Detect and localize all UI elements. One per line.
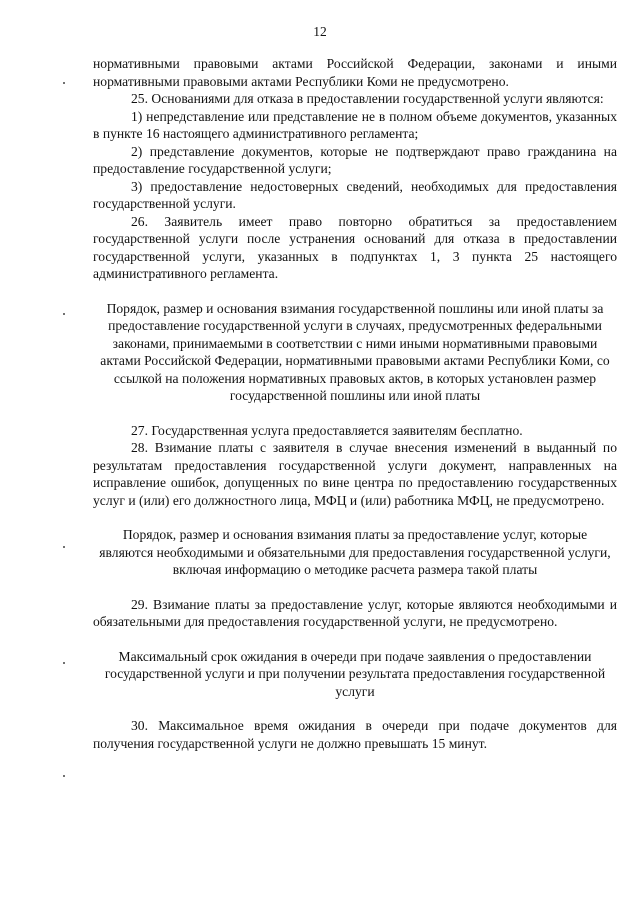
scan-artifact-dot — [63, 546, 65, 548]
paragraph-29: 29. Взимание платы за предоставление услуг, которые являются необходимыми и обязательными для предоставления государственной услуги, не предусмотрено. — [93, 596, 617, 629]
scan-artifact-dot — [63, 313, 65, 315]
paragraph-26: 26. Заявитель имеет право повторно обратиться за предоставлением государственной услуги после устранения оснований для отказа в предоставлении государственной услуги, указанных в подпунктах 1, 3 пункта 25 настоящего административного регламента. — [93, 213, 617, 281]
section-heading-queue-time: Максимальный срок ожидания в очереди при подаче заявления о предоставлении государственной услуги и при получении результата предоставления государственной услуги — [104, 648, 606, 699]
paragraph-30: 30. Максимальное время ожидания в очереди при подаче документов для получения государственной услуги не должно превышать 15 минут. — [93, 718, 617, 751]
paragraph-continued: нормативными правовыми актами Российской Федерации, законами и иными нормативными правовыми актами Республики Коми не предусмотрено. — [93, 56, 617, 89]
scan-artifact-dot — [63, 662, 65, 664]
paragraph-27: 27. Государственная услуга предоставляется заявителям бесплатно. — [131, 422, 523, 438]
paragraph-28: 28. Взимание платы с заявителя в случае внесения изменений в выданный по результатам предоставления государственной услуги документ, направленных на исправление ошибок, допущенных по вине центра по предоставлению государственных услуг и (или) его должностного лица, МФЦ и (или) работника МФЦ, не предусмотрено. — [93, 440, 617, 508]
paragraph-25-item-2: 2) представление документов, которые не подтверждают право гражданина на предоставление государственной услуги; — [93, 143, 617, 176]
paragraph-25: 25. Основаниями для отказа в предоставлении государственной услуги являются: — [131, 91, 604, 106]
paragraph-25-item-3: 3) предоставление недостоверных сведений, необходимых для предоставления государственной услуги. — [93, 178, 617, 211]
page-number: 12 — [313, 24, 327, 39]
document-body — [93, 55, 617, 752]
section-heading-state-fee: Порядок, размер и основания взимания государственной пошлины или иной платы за предоставление государственной услуги в случаях, предусмотренных федеральными законами, принимаемыми в соответствии с ними иными нормативными правовыми актами Российской Федерации, нормативными правовыми актами Республики Коми, со ссылкой на положения нормативных правовых актов, в которых установлен размер государственной пошлины или иной платы — [100, 300, 610, 403]
scan-artifact-dot — [63, 775, 65, 777]
section-heading-service-fee: Порядок, размер и основания взимания платы за предоставление услуг, которые являются необходимыми и обязательными для предоставления государственной услуги, включая информацию о методике расчета размера такой платы — [99, 527, 611, 577]
scan-artifact-dot — [63, 82, 65, 84]
paragraph-25-item-1: 1) непредставление или представление не в полном объеме документов, указанных в пункте 16 настоящего административного регламента; — [93, 108, 617, 141]
